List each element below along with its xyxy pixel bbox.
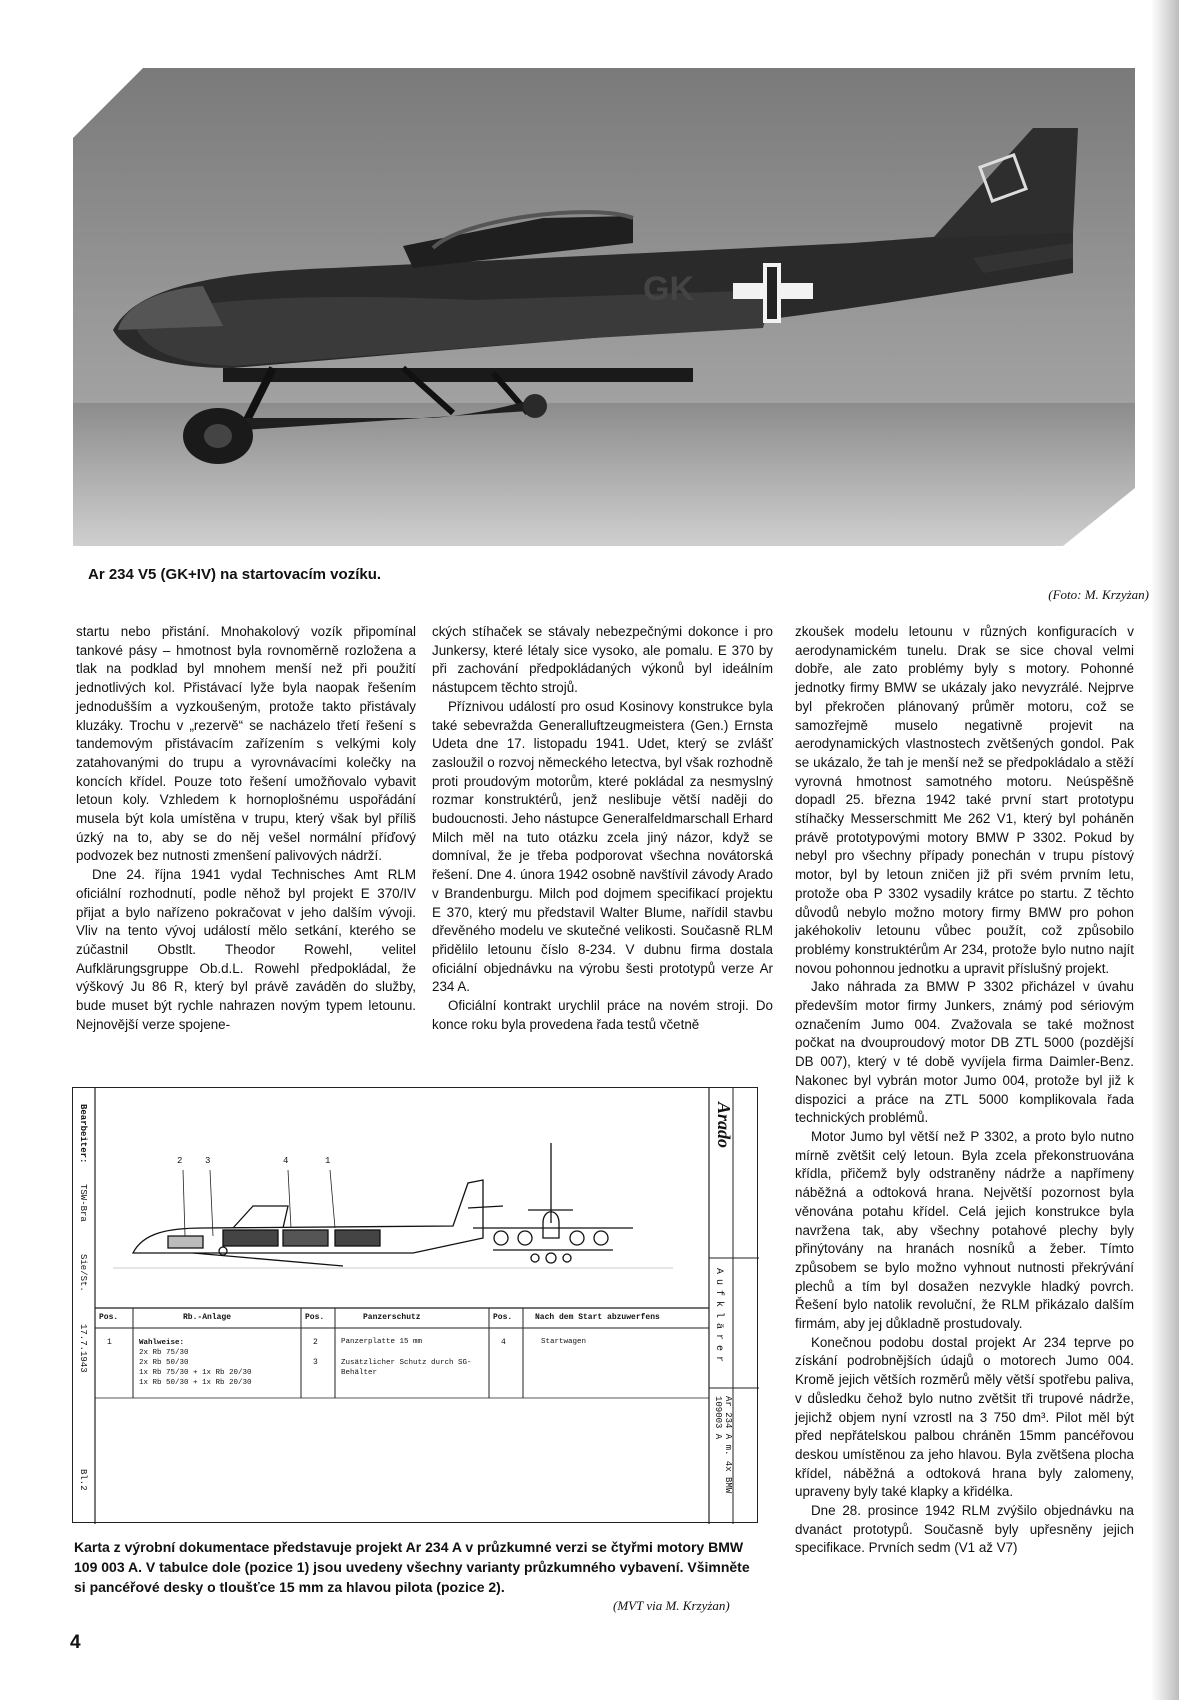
side-label: Sie/St. xyxy=(78,1254,88,1292)
rb-item: 2x Rb 75/30 xyxy=(139,1349,189,1357)
rb-item: 2x Rb 50/30 xyxy=(139,1359,189,1367)
rb-item: 1x Rb 75/30 + 1x Rb 20/30 xyxy=(139,1369,252,1377)
model-label: Ar 234 A m. 4x BMW 109003 A xyxy=(713,1396,733,1494)
side-label: 17.7.1943 xyxy=(78,1324,88,1373)
front-view-aircraft xyxy=(473,1143,633,1263)
table-cell: 1 xyxy=(107,1338,112,1347)
drawing-side-labels xyxy=(75,1094,93,1514)
arado-brand: Arado xyxy=(714,1102,734,1149)
text-column-1 xyxy=(76,623,416,1034)
type-label: Aufklärer xyxy=(713,1268,724,1368)
rb-list xyxy=(139,1338,299,1388)
paragraph: Příznivou událostí pro osud Kosinovy konstrukce byla také sebevražda Generalluftzeugmeistera (Gen.) Ernsta Udeta dne 17. listopadu 1941. Udet, který se zvlášť zasloužil o rozvoj německého letectva, byl však rozhodně proti proudovým motorům, které pokládal za nesmyslný rozmar konstruktérů, jenž neslibuje větší naději do budoucnosti. Jeho nástupce Generalfeldmarschall Erhard Milch měl na tuto otázku zcela jiný názor, když se domníval, že je třeba podporovat všechna novátorská řešení. Dne 4. února 1942 osobně navštívil závody Arado v Brandenburgu. Milch pod dojmem specifikací projektu E 370, který mu představil Walter Blume, nařídil stavbu dřevěného modelu ve skutečné velikosti. Současně RLM přidělilo letounu číslo 8-234. V dubnu firma dostala oficiální objednávku na výrobu šesti prototypů verze Ar 234 A. xyxy=(432,698,773,995)
table-header: Rb.-Anlage xyxy=(183,1313,232,1322)
table-cell: 2 xyxy=(313,1338,318,1347)
drawing-caption: Karta z výrobní dokumentace představuje projekt Ar 234 A v průzkumné verzi se čtyřmi motory BMW 109 003 A. V tabulce dole (pozice 1) jsou uvedeny všechny varianty průzkumného vybavení. Všimněte si pancéřové desky o tloušťce 15 mm za hlavou pilota (pozice 2). xyxy=(74,1539,750,1595)
page-number: 4 xyxy=(70,1632,81,1653)
photo-caption: Ar 234 V5 (GK+IV) na startovacím vozíku. xyxy=(88,566,382,583)
drawing-lines xyxy=(73,1088,759,1524)
side-label: TSW-Bra xyxy=(78,1184,88,1222)
side-label: Bearbeiter: xyxy=(78,1104,88,1164)
table-header: Pos. xyxy=(493,1313,513,1322)
rb-item: 1x Rb 50/30 + 1x Rb 20/30 xyxy=(139,1379,252,1387)
side-view-aircraft xyxy=(133,1180,503,1266)
table-header: Pos. xyxy=(305,1313,325,1322)
paragraph: Oficiální kontrakt urychlil práce na novém stroji. Do konce roku byla provedena řada testů včetně xyxy=(432,998,773,1032)
table-cell: Zusätzlicher Schutz durch SG-Behälter xyxy=(341,1359,472,1377)
text-column-2 xyxy=(432,623,773,1034)
rb-item: Wahlweise: xyxy=(139,1339,185,1347)
sheet-label: Bl.2 xyxy=(78,1469,88,1491)
table-cell: 4 xyxy=(501,1338,506,1347)
table-cell: 3 xyxy=(313,1358,318,1367)
paragraph: Motor Jumo byl větší než P 3302, a proto bylo nutno mírně zvětšit celý letoun. Byla zcela překonstruována křídla, přičemž byly odstraněny nádrže a napřímeny náběžná a odtoková hrana. Největší pozornost byla věnována potahu křídel. Celá jejich konstrukce byla navržena tak, aby všechny potahové plechy byly přinýtovány na hranách nosníků a žeber. Tímto způsobem se bylo možno vyhnout nutnosti překrývání plechů a tím byl dosažen nezvykle hladký povrch. Řešení bylo natolik revoluční, že RLM přikázalo dalším firmám, aby jej důkladně prostudovaly. xyxy=(795,1128,1134,1332)
paragraph: ckých stíhaček se stávaly nebezpečnými dokonce i pro Junkersy, které létaly sice vysoko, ale pomalu. E 370 by při zachování předpokládaných výkonů byl ideálním nástupcem těchto strojů. xyxy=(432,624,773,696)
paragraph: Dne 28. prosince 1942 RLM zvýšilo objednávku na dvanáct prototypů. Současně byly upřesněny jejich specifikace. Prvních sedm (V1 až V7) xyxy=(795,1503,1134,1556)
paragraph: zkoušek modelu letounu v různých konfiguracích v aerodynamickém tunelu. Drak se sice choval velmi dobře, ale zato problémy byly s motory. Pohonné jednotky firmy BMW se ukázaly jako nevyzrálé. Nejprve byl překročen plánovaný průměr motoru, což se samozřejmě muselo negativně projevit na aerodynamických vlastnostech zvětšených gondol. Pak se ukázalo, že tah je menší než se předpokládalo a stěží vyrovná hmotnost samotného motoru. Neúspěšně dopadl 25. března 1942 také první start prototypu stíhačky Messerschmitt Me 262 V1, který byl poháněn právě prototypovými motory BMW P 3302. Pokud by nebyl pro všechny případy ponechán v trupu pístový motor, byl by letoun zničen již při svém prvním letu, protože oba P 3302 vysadily krátce po startu. Z těchto důvodů nebylo možno motory firmy BMW pro pohon jakéhokoliv letounu vůbec použít, což způsobilo problémy konstruktérům Ar 234, protože bylo nutno najít novou pohonnou jednotku a upravit příslušný projekt. xyxy=(795,624,1134,976)
callout: 1 xyxy=(325,1156,331,1166)
text-column-3 xyxy=(795,623,1134,1558)
technical-drawing xyxy=(72,1087,758,1523)
callout: 3 xyxy=(205,1156,211,1166)
callout: 2 xyxy=(177,1156,183,1166)
callout: 4 xyxy=(283,1156,289,1166)
table-header: Panzerschutz xyxy=(363,1313,421,1322)
ar234-v5-photo xyxy=(73,68,1135,546)
paragraph: Dne 24. října 1941 vydal Technisches Amt RLM oficiální rozhodnutí, podle něhož byl projekt E 370/IV přijat a bylo nařízeno pokračovat v jeho dalším vývoji. Vliv na tento vývoj událostí mělo setkání, kterého se zúčastnil Obstlt. Theodor Rowehl, velitel Aufklärungsgruppe Ob.d.L. Rowehl předpokládal, že výškový Ju 86 R, který byl právě zaváděn do služby, bude muset být rychle nahrazen novým typem letounu. Nejnovější verze spojene- xyxy=(76,867,416,1032)
photo-credit: (Foto: M. Krzyżan) xyxy=(1048,587,1149,602)
table-cell: Startwagen xyxy=(541,1338,587,1346)
table-header: Pos. xyxy=(99,1313,119,1322)
table-header: Nach dem Start abzuwerfens xyxy=(535,1313,660,1322)
fuselage-code: GK xyxy=(643,270,694,308)
aircraft-photo xyxy=(73,68,1135,546)
paragraph: startu nebo přistání. Mnohakolový vozík připomínal tankové pásy – hmotnost byla rovnoměrně rozložena a tlak na podklad byl mnohem menší než při použití jednotlivých kol. Přistávací lyže byla naopak řešením jednodušším a vyzkoušeným, protože takto přistávaly kluzáky. Trochu v „rezervě“ se nacházelo třetí řešení s tandemovým přistávacím zařízením s velkými koly zatahovanými do trupu a vyrovnávacími kolečky na koncích křídel. Pouze toto řešení umožňovalo vybavit letoun koly. Vzhledem k hornoplošnému uspořádání musela být kola umístěna v trupu, který však byl příliš úzký na to, aby se do něj vešel normální příďový podvozek bez nutnosti zmenšení palivových nádrží. xyxy=(76,624,416,864)
paragraph: Jako náhrada za BMW P 3302 přicházel v úvahu především motor firmy Junkers, známý pod sériovým označením Jumo 004. Zvažovala se také možnost počkat na dvouproudový motor DB ZTL 5000 (pozdější DB 007), který v té době vyvíjela firma Daimler-Benz. Nakonec byl vybrán motor Jumo 004, protože byl již k dispozici a práce na ZTL 5000 komplikovala řada technických problémů. xyxy=(795,979,1134,1126)
table-cell: Panzerplatte 15 mm xyxy=(341,1338,423,1346)
scan-edge-shadow xyxy=(1151,0,1179,1700)
paragraph: Konečnou podobu dostal projekt Ar 234 teprve po získání podrobnějších údajů o motorech Jumo 004. Kromě jejich větších rozměrů měly větší spotřebu paliva, v důsledku čehož bylo nutno zvětšit tři trupové nádrže, jejichž objem nyní vzrostl na 3 750 dm³. Pilot měl být před nepřátelskou palbou chráněn 15mm pancéřovou deskou umístěnou za jeho hlavou. Byla zvětšena plocha křídel, náběžná a odtoková hrana byly zalomeny, upraveny byly také klapky a křidélka. xyxy=(795,1334,1134,1500)
drawing-credit: (MVT via M. Krzyżan) xyxy=(613,1598,730,1613)
